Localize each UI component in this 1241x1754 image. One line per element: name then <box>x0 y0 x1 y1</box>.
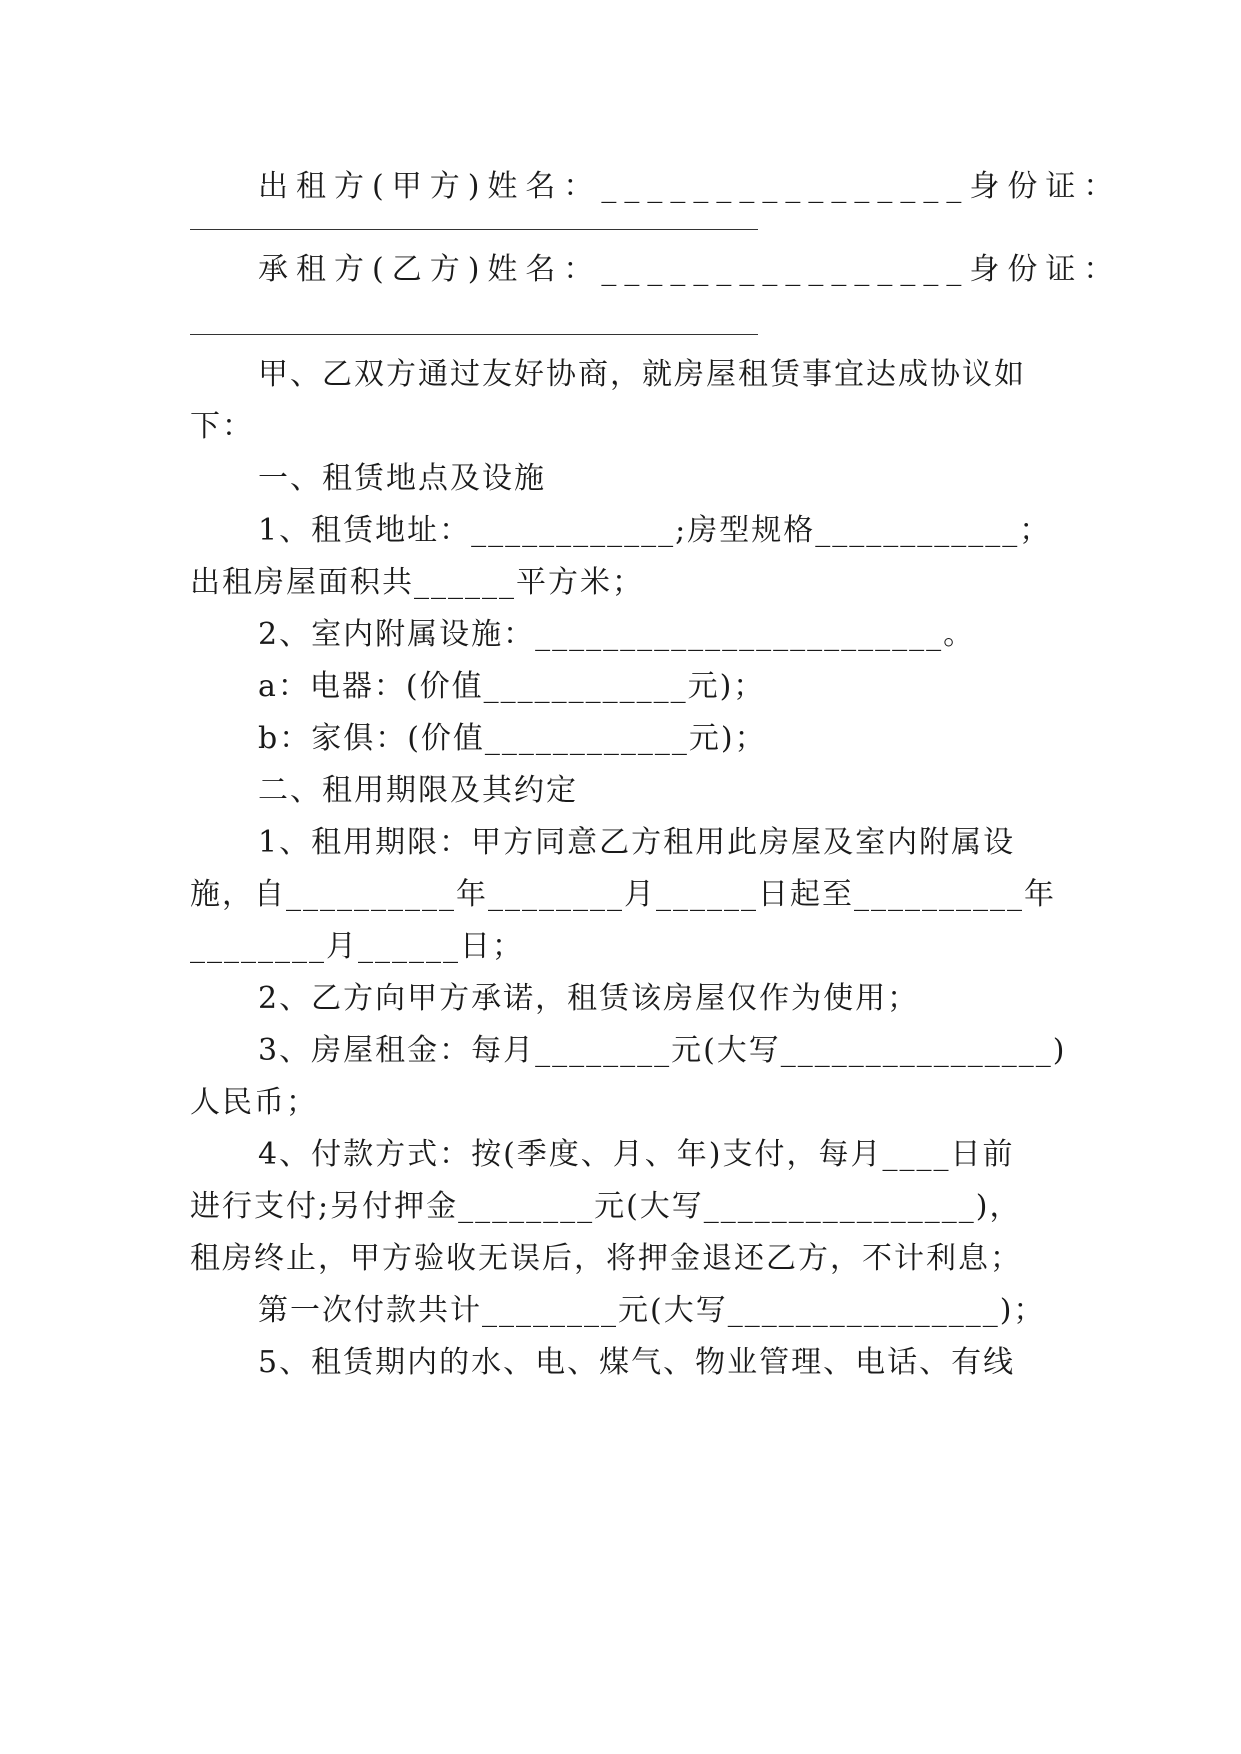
clause-2-4-line-3: 租房终止，甲方验收无误后，将押金退还乙方，不计利息； <box>190 1241 1022 1276</box>
section-1-heading: 一、租赁地点及设施 <box>258 461 546 496</box>
clause-2-1-line-2: 施，自__________年________月______日起至__________年 <box>190 877 1056 912</box>
clause-1-2-b: b：家俱：(价值____________元)； <box>258 721 767 756</box>
clause-2-4-line-2: 进行支付;另付押金________元(大写________________)， <box>190 1189 1022 1224</box>
clause-2-3-line-2: 人民币； <box>190 1085 318 1120</box>
clause-1-2: 2、室内附属设施：________________________。 <box>258 617 976 652</box>
clause-2-2: 2、乙方向甲方承诺，租赁该房屋仅作为使用； <box>258 981 920 1016</box>
clause-1-1-line-1: 1、租赁地址：____________;房型规格____________； <box>258 513 1052 548</box>
clause-2-5-line-1: 5、租赁期内的水、电、煤气、物业管理、电话、有线 <box>258 1345 1016 1380</box>
lessee-name-line: 承租方(乙方)姓名：________________身份证： <box>258 252 1122 287</box>
lessee-id-blank <box>190 334 758 335</box>
section-2-heading: 二、租用期限及其约定 <box>258 773 578 808</box>
clause-2-1-line-3: ________月______日； <box>190 929 524 964</box>
clause-2-4-line-1: 4、付款方式：按(季度、月、年)支付，每月____日前 <box>258 1137 1015 1172</box>
intro-paragraph-line-1: 甲、乙双方通过友好协商，就房屋租赁事宜达成协议如 <box>258 357 1026 392</box>
clause-2-1-line-1: 1、租用期限：甲方同意乙方租用此房屋及室内附属设 <box>258 825 1016 860</box>
lessor-id-blank <box>190 229 758 230</box>
clause-2-3-line-1: 3、房屋租金：每月________元(大写________________) <box>258 1033 1067 1068</box>
clause-1-1-line-2: 出租房屋面积共______平方米； <box>190 565 644 600</box>
first-payment-line: 第一次付款共计________元(大写________________)； <box>258 1293 1046 1328</box>
lessor-name-line: 出租方(甲方)姓名：________________身份证： <box>258 169 1122 204</box>
intro-paragraph-line-2: 下： <box>190 409 254 444</box>
clause-1-2-a: a：电器：(价值____________元)； <box>258 669 766 704</box>
